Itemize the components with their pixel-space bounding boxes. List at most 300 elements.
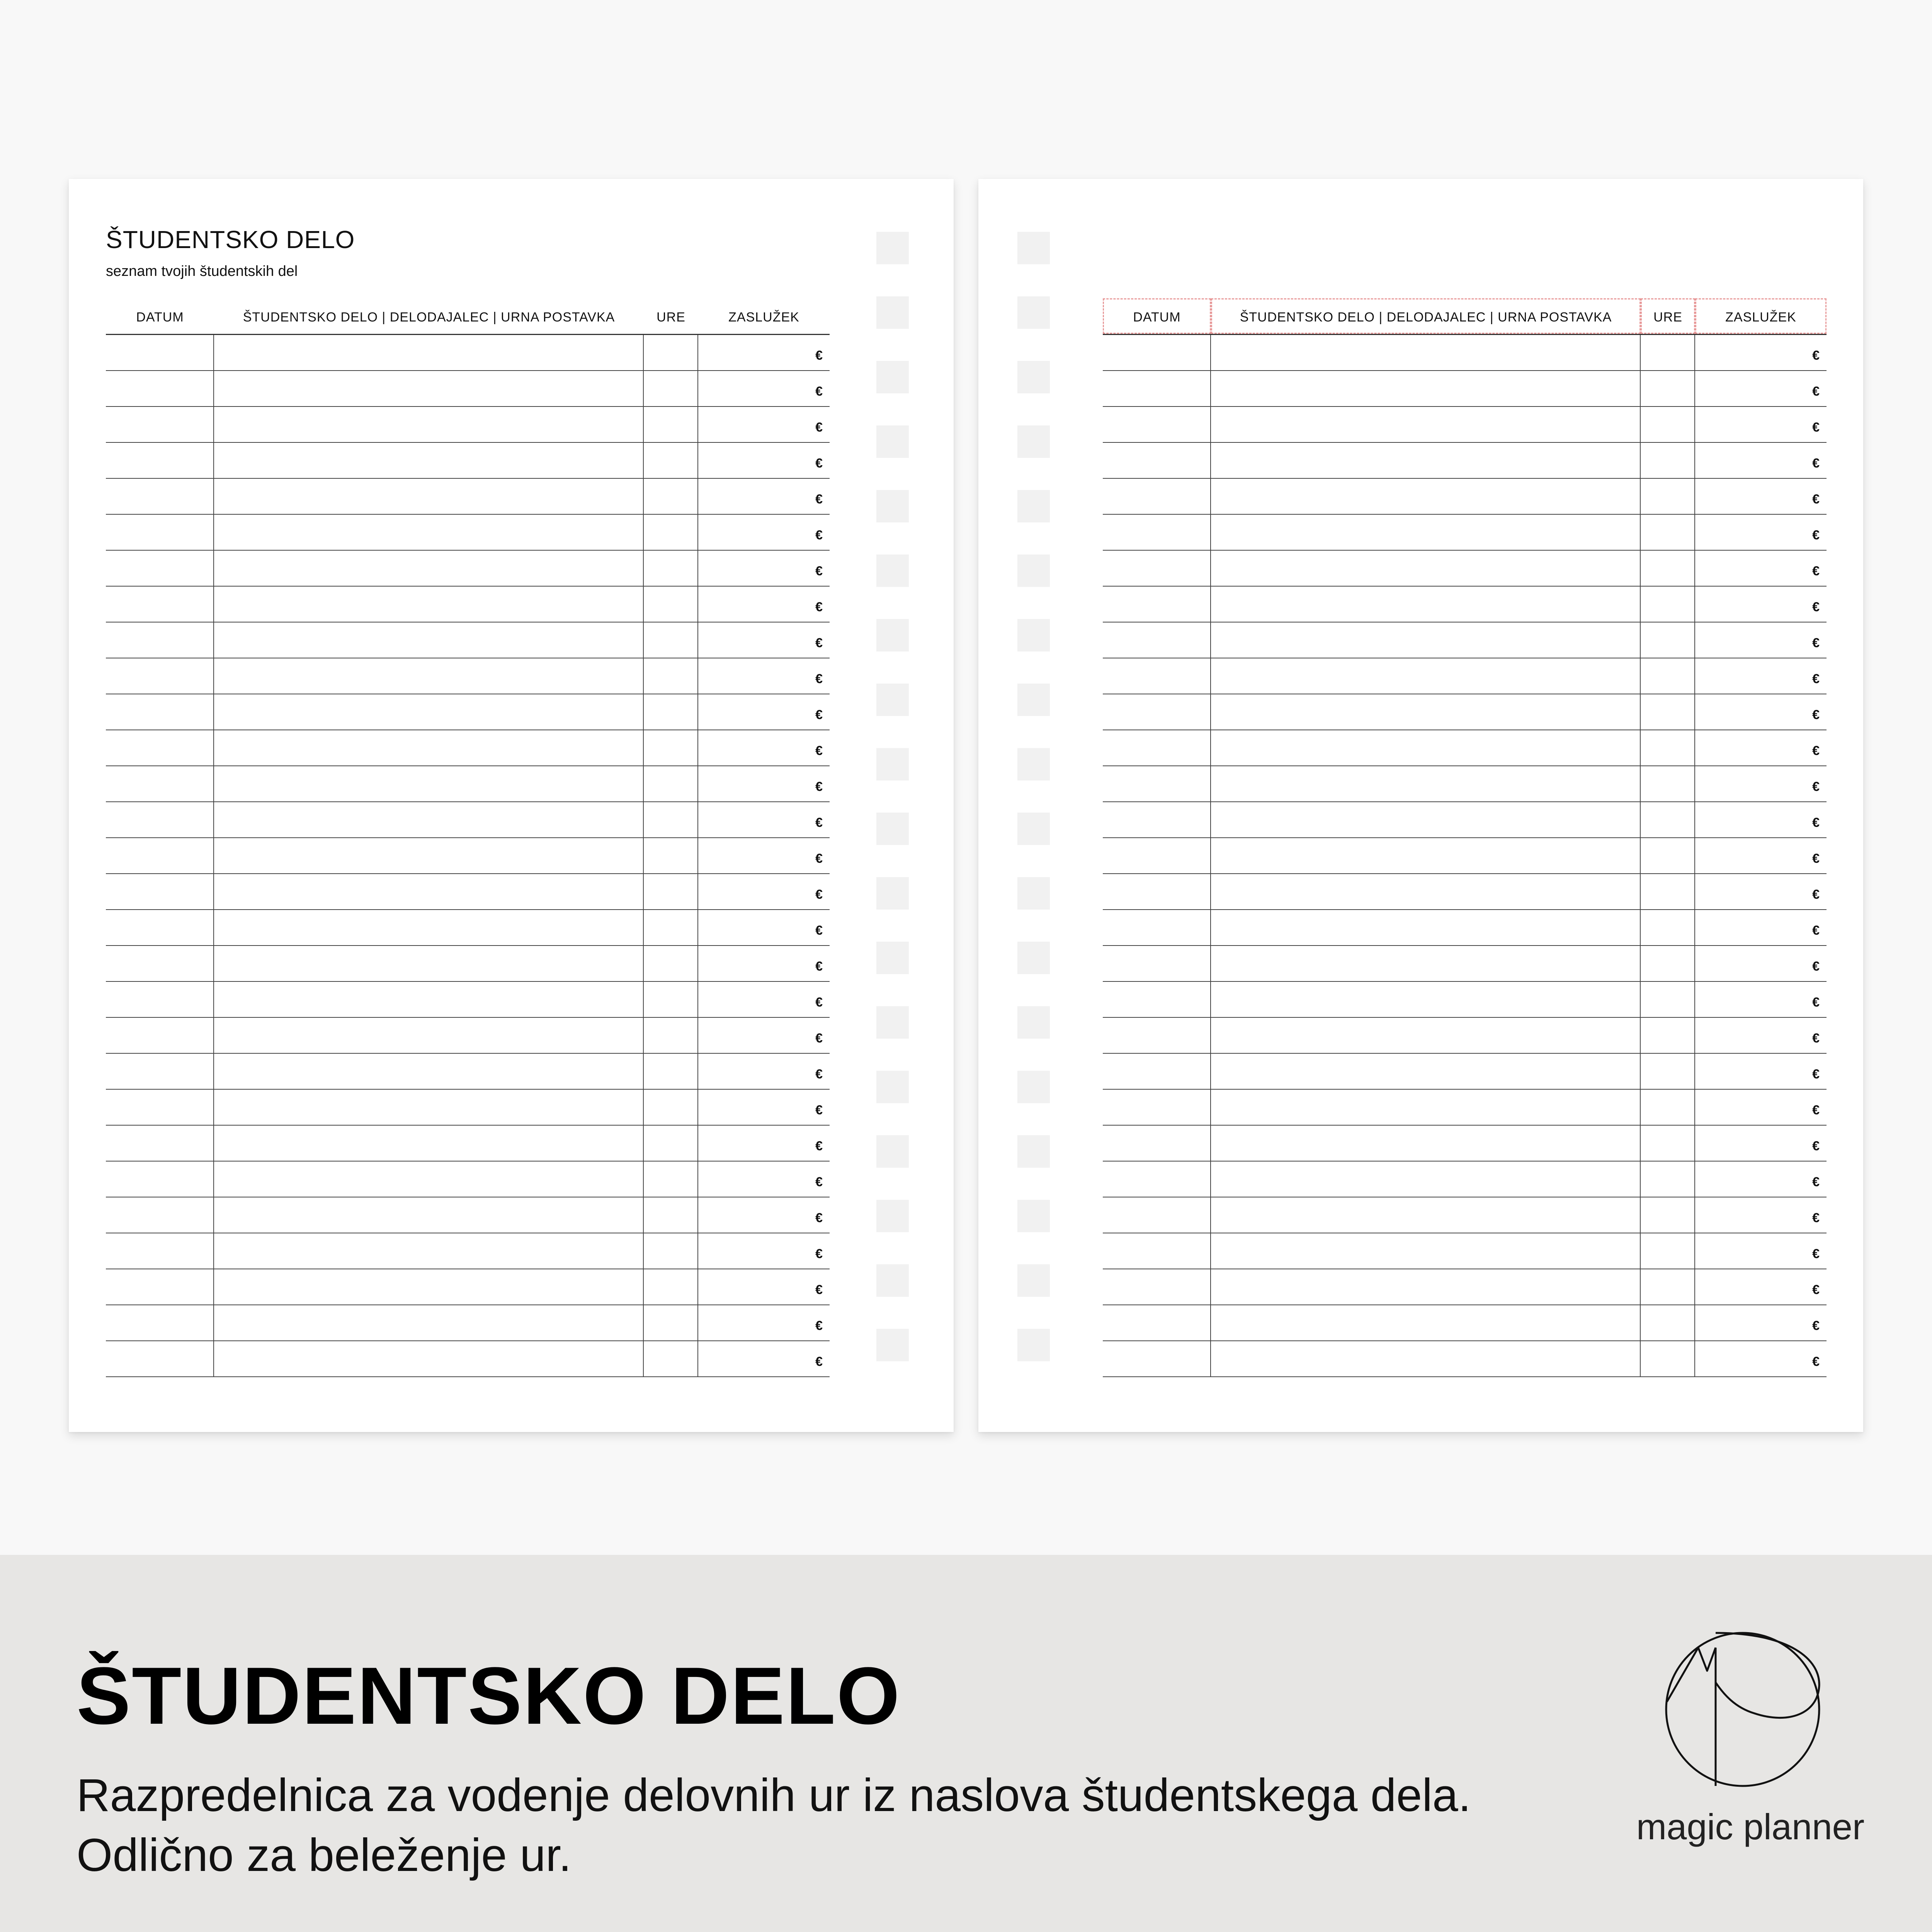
- table-row[interactable]: [106, 1341, 830, 1377]
- earnings-cell[interactable]: [698, 1162, 830, 1197]
- date-cell[interactable]: [1103, 838, 1211, 873]
- earnings-cell[interactable]: [698, 802, 830, 837]
- job-cell[interactable]: [214, 1054, 644, 1089]
- earnings-cell[interactable]: [1695, 658, 1827, 694]
- date-cell[interactable]: [106, 1018, 214, 1053]
- hours-cell[interactable]: [1641, 1018, 1695, 1053]
- date-cell[interactable]: [1103, 1305, 1211, 1340]
- date-cell[interactable]: [106, 1233, 214, 1269]
- hours-cell[interactable]: [1641, 587, 1695, 622]
- page-tab[interactable]: [876, 296, 909, 329]
- table-row[interactable]: [106, 730, 830, 766]
- hours-cell[interactable]: [1641, 1305, 1695, 1340]
- hours-cell[interactable]: [1641, 515, 1695, 550]
- hours-cell[interactable]: [1641, 1341, 1695, 1376]
- hours-cell[interactable]: [1641, 551, 1695, 586]
- job-cell[interactable]: [1211, 1197, 1641, 1233]
- date-cell[interactable]: [1103, 407, 1211, 442]
- date-cell[interactable]: [106, 694, 214, 730]
- page-tab[interactable]: [1017, 554, 1050, 587]
- page-tab[interactable]: [876, 554, 909, 587]
- table-row[interactable]: [106, 1269, 830, 1305]
- job-cell[interactable]: [1211, 802, 1641, 837]
- page-tab[interactable]: [876, 425, 909, 458]
- earnings-cell[interactable]: [1695, 802, 1827, 837]
- date-cell[interactable]: [1103, 730, 1211, 765]
- table-row[interactable]: [106, 910, 830, 946]
- date-cell[interactable]: [1103, 946, 1211, 981]
- table-row[interactable]: [106, 443, 830, 479]
- date-cell[interactable]: [1103, 335, 1211, 370]
- hours-cell[interactable]: [644, 1162, 698, 1197]
- job-cell[interactable]: [1211, 838, 1641, 873]
- date-cell[interactable]: [1103, 1341, 1211, 1376]
- job-cell[interactable]: [1211, 407, 1641, 442]
- job-cell[interactable]: [1211, 874, 1641, 909]
- page-tab[interactable]: [876, 1200, 909, 1232]
- table-row[interactable]: [1103, 946, 1827, 982]
- table-row[interactable]: [106, 982, 830, 1018]
- job-cell[interactable]: [1211, 1090, 1641, 1125]
- page-tab[interactable]: [876, 1071, 909, 1103]
- job-cell[interactable]: [214, 1197, 644, 1233]
- date-cell[interactable]: [106, 1197, 214, 1233]
- earnings-cell[interactable]: [698, 1197, 830, 1233]
- job-cell[interactable]: [214, 479, 644, 514]
- date-cell[interactable]: [106, 1341, 214, 1376]
- page-tab[interactable]: [1017, 425, 1050, 458]
- date-cell[interactable]: [1103, 1197, 1211, 1233]
- hours-cell[interactable]: [644, 1269, 698, 1304]
- date-cell[interactable]: [106, 371, 214, 406]
- earnings-cell[interactable]: [1695, 766, 1827, 801]
- date-cell[interactable]: [106, 874, 214, 909]
- earnings-cell[interactable]: [1695, 407, 1827, 442]
- hours-cell[interactable]: [1641, 730, 1695, 765]
- earnings-cell[interactable]: [1695, 982, 1827, 1017]
- page-tab[interactable]: [876, 1329, 909, 1361]
- date-cell[interactable]: [1103, 1233, 1211, 1269]
- earnings-cell[interactable]: [1695, 1054, 1827, 1089]
- table-row[interactable]: [106, 335, 830, 371]
- job-cell[interactable]: [1211, 1233, 1641, 1269]
- earnings-cell[interactable]: [1695, 1018, 1827, 1053]
- earnings-cell[interactable]: [1695, 443, 1827, 478]
- date-cell[interactable]: [106, 443, 214, 478]
- table-row[interactable]: [1103, 1054, 1827, 1090]
- hours-cell[interactable]: [644, 910, 698, 945]
- table-row[interactable]: [1103, 838, 1827, 874]
- page-tab[interactable]: [876, 1135, 909, 1168]
- table-row[interactable]: [1103, 587, 1827, 622]
- hours-cell[interactable]: [644, 479, 698, 514]
- earnings-cell[interactable]: [698, 587, 830, 622]
- hours-cell[interactable]: [1641, 479, 1695, 514]
- hours-cell[interactable]: [1641, 838, 1695, 873]
- earnings-cell[interactable]: [698, 371, 830, 406]
- table-row[interactable]: [1103, 730, 1827, 766]
- earnings-cell[interactable]: [1695, 335, 1827, 370]
- table-row[interactable]: [1103, 479, 1827, 515]
- date-cell[interactable]: [106, 407, 214, 442]
- job-cell[interactable]: [214, 658, 644, 694]
- earnings-cell[interactable]: [698, 551, 830, 586]
- hours-cell[interactable]: [644, 515, 698, 550]
- job-cell[interactable]: [1211, 587, 1641, 622]
- page-tab[interactable]: [1017, 619, 1050, 651]
- table-row[interactable]: [1103, 1233, 1827, 1269]
- job-cell[interactable]: [1211, 479, 1641, 514]
- date-cell[interactable]: [1103, 1090, 1211, 1125]
- hours-cell[interactable]: [1641, 622, 1695, 658]
- job-cell[interactable]: [1211, 371, 1641, 406]
- earnings-cell[interactable]: [698, 443, 830, 478]
- page-tab[interactable]: [1017, 1006, 1050, 1039]
- table-row[interactable]: [106, 802, 830, 838]
- table-row[interactable]: [106, 551, 830, 587]
- date-cell[interactable]: [106, 1162, 214, 1197]
- date-cell[interactable]: [106, 838, 214, 873]
- earnings-cell[interactable]: [1695, 910, 1827, 945]
- job-cell[interactable]: [214, 1126, 644, 1161]
- earnings-cell[interactable]: [698, 335, 830, 370]
- page-tab[interactable]: [876, 684, 909, 716]
- hours-cell[interactable]: [644, 1233, 698, 1269]
- job-cell[interactable]: [214, 1162, 644, 1197]
- job-cell[interactable]: [1211, 766, 1641, 801]
- job-cell[interactable]: [214, 838, 644, 873]
- earnings-cell[interactable]: [1695, 694, 1827, 730]
- job-cell[interactable]: [214, 910, 644, 945]
- table-row[interactable]: [1103, 551, 1827, 587]
- job-cell[interactable]: [1211, 982, 1641, 1017]
- earnings-cell[interactable]: [698, 1269, 830, 1304]
- hours-cell[interactable]: [644, 1090, 698, 1125]
- table-row[interactable]: [1103, 1269, 1827, 1305]
- date-cell[interactable]: [106, 587, 214, 622]
- table-row[interactable]: [106, 1090, 830, 1126]
- earnings-cell[interactable]: [698, 1090, 830, 1125]
- earnings-cell[interactable]: [1695, 1341, 1827, 1376]
- job-cell[interactable]: [214, 1233, 644, 1269]
- job-cell[interactable]: [1211, 730, 1641, 765]
- page-tab[interactable]: [876, 748, 909, 781]
- earnings-cell[interactable]: [698, 874, 830, 909]
- table-row[interactable]: [106, 587, 830, 622]
- date-cell[interactable]: [1103, 479, 1211, 514]
- hours-cell[interactable]: [644, 946, 698, 981]
- date-cell[interactable]: [106, 515, 214, 550]
- job-cell[interactable]: [1211, 946, 1641, 981]
- date-cell[interactable]: [1103, 551, 1211, 586]
- date-cell[interactable]: [1103, 910, 1211, 945]
- hours-cell[interactable]: [1641, 407, 1695, 442]
- table-row[interactable]: [1103, 910, 1827, 946]
- date-cell[interactable]: [1103, 694, 1211, 730]
- table-row[interactable]: [106, 515, 830, 551]
- hours-cell[interactable]: [1641, 946, 1695, 981]
- hours-cell[interactable]: [1641, 335, 1695, 370]
- date-cell[interactable]: [1103, 443, 1211, 478]
- date-cell[interactable]: [1103, 874, 1211, 909]
- date-cell[interactable]: [106, 551, 214, 586]
- job-cell[interactable]: [214, 443, 644, 478]
- hours-cell[interactable]: [1641, 694, 1695, 730]
- table-row[interactable]: [1103, 874, 1827, 910]
- table-row[interactable]: [106, 1162, 830, 1197]
- table-row[interactable]: [1103, 407, 1827, 443]
- job-cell[interactable]: [1211, 622, 1641, 658]
- page-tab[interactable]: [1017, 1071, 1050, 1103]
- page-tab[interactable]: [876, 813, 909, 845]
- hours-cell[interactable]: [644, 1018, 698, 1053]
- job-cell[interactable]: [214, 515, 644, 550]
- table-row[interactable]: [106, 1018, 830, 1054]
- date-cell[interactable]: [1103, 1054, 1211, 1089]
- earnings-cell[interactable]: [1695, 479, 1827, 514]
- earnings-cell[interactable]: [698, 730, 830, 765]
- earnings-cell[interactable]: [698, 766, 830, 801]
- page-tab[interactable]: [876, 1006, 909, 1039]
- table-row[interactable]: [1103, 1197, 1827, 1233]
- date-cell[interactable]: [1103, 622, 1211, 658]
- earnings-cell[interactable]: [1695, 946, 1827, 981]
- job-cell[interactable]: [214, 335, 644, 370]
- table-row[interactable]: [1103, 1162, 1827, 1197]
- table-row[interactable]: [1103, 1090, 1827, 1126]
- hours-cell[interactable]: [1641, 1269, 1695, 1304]
- job-cell[interactable]: [214, 587, 644, 622]
- date-cell[interactable]: [106, 1269, 214, 1304]
- table-row[interactable]: [106, 622, 830, 658]
- page-tab[interactable]: [1017, 813, 1050, 845]
- earnings-cell[interactable]: [698, 946, 830, 981]
- page-tab[interactable]: [1017, 684, 1050, 716]
- earnings-cell[interactable]: [1695, 874, 1827, 909]
- earnings-cell[interactable]: [1695, 1197, 1827, 1233]
- earnings-cell[interactable]: [698, 1126, 830, 1161]
- table-row[interactable]: [1103, 443, 1827, 479]
- date-cell[interactable]: [106, 946, 214, 981]
- earnings-cell[interactable]: [1695, 1162, 1827, 1197]
- job-cell[interactable]: [1211, 1126, 1641, 1161]
- job-cell[interactable]: [1211, 910, 1641, 945]
- table-row[interactable]: [106, 766, 830, 802]
- table-row[interactable]: [1103, 1341, 1827, 1377]
- earnings-cell[interactable]: [698, 658, 830, 694]
- date-cell[interactable]: [1103, 1126, 1211, 1161]
- job-cell[interactable]: [214, 1018, 644, 1053]
- job-cell[interactable]: [214, 874, 644, 909]
- date-cell[interactable]: [106, 1090, 214, 1125]
- hours-cell[interactable]: [644, 766, 698, 801]
- table-row[interactable]: [1103, 658, 1827, 694]
- hours-cell[interactable]: [644, 694, 698, 730]
- job-cell[interactable]: [1211, 335, 1641, 370]
- table-row[interactable]: [106, 1054, 830, 1090]
- table-row[interactable]: [106, 1233, 830, 1269]
- hours-cell[interactable]: [1641, 1054, 1695, 1089]
- earnings-cell[interactable]: [698, 407, 830, 442]
- page-tab[interactable]: [876, 942, 909, 974]
- hours-cell[interactable]: [1641, 1090, 1695, 1125]
- job-cell[interactable]: [1211, 694, 1641, 730]
- table-row[interactable]: [1103, 622, 1827, 658]
- page-tab[interactable]: [876, 490, 909, 522]
- earnings-cell[interactable]: [698, 1233, 830, 1269]
- job-cell[interactable]: [1211, 1269, 1641, 1304]
- table-row[interactable]: [106, 407, 830, 443]
- earnings-cell[interactable]: [1695, 1233, 1827, 1269]
- hours-cell[interactable]: [644, 658, 698, 694]
- hours-cell[interactable]: [644, 371, 698, 406]
- earnings-cell[interactable]: [1695, 551, 1827, 586]
- page-tab[interactable]: [876, 361, 909, 393]
- page-tab[interactable]: [876, 232, 909, 264]
- page-tab[interactable]: [1017, 296, 1050, 329]
- earnings-cell[interactable]: [1695, 838, 1827, 873]
- table-row[interactable]: [106, 1305, 830, 1341]
- table-row[interactable]: [1103, 766, 1827, 802]
- table-row[interactable]: [106, 874, 830, 910]
- job-cell[interactable]: [1211, 443, 1641, 478]
- page-tab[interactable]: [876, 1264, 909, 1297]
- page-tab[interactable]: [1017, 490, 1050, 522]
- hours-cell[interactable]: [1641, 910, 1695, 945]
- job-cell[interactable]: [214, 802, 644, 837]
- date-cell[interactable]: [106, 658, 214, 694]
- page-tab[interactable]: [1017, 1200, 1050, 1232]
- hours-cell[interactable]: [1641, 874, 1695, 909]
- job-cell[interactable]: [214, 1090, 644, 1125]
- earnings-cell[interactable]: [1695, 1090, 1827, 1125]
- job-cell[interactable]: [1211, 1162, 1641, 1197]
- date-cell[interactable]: [1103, 982, 1211, 1017]
- job-cell[interactable]: [1211, 1018, 1641, 1053]
- earnings-cell[interactable]: [1695, 730, 1827, 765]
- table-row[interactable]: [1103, 1018, 1827, 1054]
- earnings-cell[interactable]: [698, 694, 830, 730]
- table-row[interactable]: [1103, 515, 1827, 551]
- job-cell[interactable]: [1211, 551, 1641, 586]
- hours-cell[interactable]: [1641, 802, 1695, 837]
- date-cell[interactable]: [1103, 658, 1211, 694]
- hours-cell[interactable]: [1641, 1162, 1695, 1197]
- hours-cell[interactable]: [1641, 658, 1695, 694]
- date-cell[interactable]: [1103, 515, 1211, 550]
- earnings-cell[interactable]: [698, 910, 830, 945]
- table-row[interactable]: [106, 658, 830, 694]
- table-row[interactable]: [106, 946, 830, 982]
- date-cell[interactable]: [106, 730, 214, 765]
- earnings-cell[interactable]: [698, 982, 830, 1017]
- date-cell[interactable]: [1103, 802, 1211, 837]
- job-cell[interactable]: [214, 371, 644, 406]
- table-row[interactable]: [106, 479, 830, 515]
- date-cell[interactable]: [106, 982, 214, 1017]
- table-row[interactable]: [1103, 371, 1827, 407]
- table-row[interactable]: [1103, 694, 1827, 730]
- earnings-cell[interactable]: [698, 1054, 830, 1089]
- table-row[interactable]: [106, 1126, 830, 1162]
- date-cell[interactable]: [106, 1305, 214, 1340]
- job-cell[interactable]: [214, 694, 644, 730]
- date-cell[interactable]: [106, 802, 214, 837]
- table-row[interactable]: [1103, 1305, 1827, 1341]
- page-tab[interactable]: [876, 619, 909, 651]
- hours-cell[interactable]: [1641, 1233, 1695, 1269]
- date-cell[interactable]: [106, 1054, 214, 1089]
- hours-cell[interactable]: [644, 622, 698, 658]
- date-cell[interactable]: [1103, 1018, 1211, 1053]
- earnings-cell[interactable]: [698, 1341, 830, 1376]
- table-row[interactable]: [1103, 982, 1827, 1018]
- page-tab[interactable]: [876, 877, 909, 910]
- hours-cell[interactable]: [644, 802, 698, 837]
- date-cell[interactable]: [1103, 1162, 1211, 1197]
- table-row[interactable]: [106, 694, 830, 730]
- hours-cell[interactable]: [1641, 1197, 1695, 1233]
- hours-cell[interactable]: [644, 551, 698, 586]
- table-row[interactable]: [1103, 335, 1827, 371]
- hours-cell[interactable]: [1641, 766, 1695, 801]
- earnings-cell[interactable]: [1695, 1126, 1827, 1161]
- job-cell[interactable]: [214, 730, 644, 765]
- date-cell[interactable]: [106, 1126, 214, 1161]
- hours-cell[interactable]: [1641, 371, 1695, 406]
- table-row[interactable]: [1103, 802, 1827, 838]
- job-cell[interactable]: [214, 982, 644, 1017]
- hours-cell[interactable]: [644, 838, 698, 873]
- job-cell[interactable]: [214, 407, 644, 442]
- page-tab[interactable]: [1017, 1264, 1050, 1297]
- page-tab[interactable]: [1017, 232, 1050, 264]
- hours-cell[interactable]: [644, 1126, 698, 1161]
- date-cell[interactable]: [1103, 766, 1211, 801]
- hours-cell[interactable]: [644, 1197, 698, 1233]
- hours-cell[interactable]: [644, 1341, 698, 1376]
- table-row[interactable]: [106, 1197, 830, 1233]
- earnings-cell[interactable]: [1695, 622, 1827, 658]
- job-cell[interactable]: [214, 946, 644, 981]
- date-cell[interactable]: [106, 910, 214, 945]
- job-cell[interactable]: [214, 1341, 644, 1376]
- page-tab[interactable]: [1017, 942, 1050, 974]
- hours-cell[interactable]: [1641, 443, 1695, 478]
- table-row[interactable]: [106, 838, 830, 874]
- date-cell[interactable]: [106, 766, 214, 801]
- hours-cell[interactable]: [644, 1305, 698, 1340]
- job-cell[interactable]: [1211, 1305, 1641, 1340]
- hours-cell[interactable]: [1641, 982, 1695, 1017]
- earnings-cell[interactable]: [1695, 1305, 1827, 1340]
- job-cell[interactable]: [1211, 658, 1641, 694]
- hours-cell[interactable]: [644, 407, 698, 442]
- earnings-cell[interactable]: [1695, 587, 1827, 622]
- page-tab[interactable]: [1017, 1329, 1050, 1361]
- table-row[interactable]: [1103, 1126, 1827, 1162]
- job-cell[interactable]: [214, 622, 644, 658]
- hours-cell[interactable]: [1641, 1126, 1695, 1161]
- job-cell[interactable]: [1211, 515, 1641, 550]
- job-cell[interactable]: [214, 766, 644, 801]
- job-cell[interactable]: [1211, 1054, 1641, 1089]
- job-cell[interactable]: [214, 1305, 644, 1340]
- earnings-cell[interactable]: [1695, 515, 1827, 550]
- earnings-cell[interactable]: [698, 479, 830, 514]
- job-cell[interactable]: [214, 1269, 644, 1304]
- job-cell[interactable]: [214, 551, 644, 586]
